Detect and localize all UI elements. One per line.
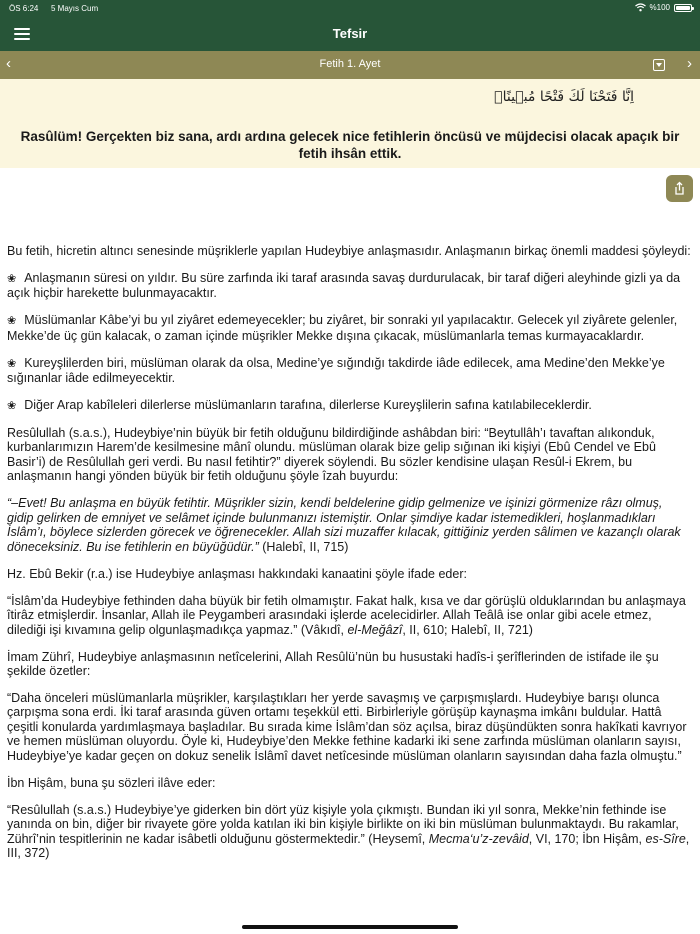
chevron-left-icon[interactable]: ‹ (6, 55, 11, 72)
flower-bullet-icon: ❀ (7, 399, 17, 413)
tafsir-content (7, 244, 691, 873)
paragraph-hisam-quote: “Resûlullah (s.a.s.) Hudeybiye’ye giderken bin dört yüz kişiyle yola çıkmıştı. Bundan iki yıl sonra, Mekke’nin fethinde ise yanında on bin, diğer bir rivayete göre yolda katılan iki bin kişiyle birlikte on iki bin müslüman bulunmaktaydı. Bu rakamlar, Zührî’nin tespitlerinin ne kadar isâbetli olduğunu göstermektedir.” (Heysemî, Mecma‘u’z-zevâid, VI, 170; İbn Hişâm, es-Sîre, III, 372) (7, 802, 690, 861)
battery-fill (676, 6, 690, 10)
status-bar (0, 0, 700, 16)
status-time: ÖS 6:24 (9, 4, 39, 13)
share-button[interactable] (666, 175, 693, 202)
paragraph-hisam: İbn Hişâm, buna şu sözleri ilâve eder: (7, 775, 216, 790)
paragraph-resul: Resûlullah (s.a.s.), Hudeybiye’nin büyük bir fetih olduğunu bildirdiğinde ashâbdan biri: “Beytullâh’ı tavaftan alıkonduk, kurbanlarımızın Harem’de kesilmesine mânî olundu. müslüman olarak bize gelip sığınan iki kişiyi (Ebû Cendel ve Ebû Basir’i) de Resûlullah geri verdi. Bu nasıl fetihtir?” diyerek söylendi. Bu sözler kendisine ulaşan Resûl-i Ekrem, bu anlaşmanın hangi yönden büyük bir fetih olduğunu şöyle îzah buyurdu: (7, 425, 656, 484)
app-bar (0, 16, 700, 51)
verse-nav-bar (0, 51, 700, 79)
bullet-item (7, 313, 691, 343)
home-indicator[interactable] (242, 925, 458, 929)
paragraph-ebubekir: Hz. Ebû Bekir (r.a.) ise Hudeybiye anlaşması hakkındaki kanaatini şöyle ifade eder: (7, 566, 467, 581)
paragraph-hadith-quote (7, 496, 691, 554)
arabic-verse: اِنَّا فَتَحْنَا لَكَ فَتْحًا مُبٖينًاۙ (494, 89, 634, 105)
bullet-item (7, 356, 691, 386)
hadith-quote-text: “–Evet! Bu anlaşma en büyük fetihtir. Müşrikler sizin, kendi beldelerine gidip gelmenize ve işinizi görmenize râzı olmuş, gidip gelirken de emniyet ve selâmet içinde bulunmanızı istemiştir. Onlar şimdiye kadar istemedikleri, hoşlanmadıkları İslâm’ı, böylece sizlerden görecek ve öğrenecekler. Allah sizi muzaffer kılacak, gittiğiniz yerden sâlimen ve kazançlı olarak döneceksiniz. Bu ise fetihlerin en büyüğüdür.” (7, 496, 681, 554)
bullet-text: Müslümanlar Kâbe’yi bu yıl ziyâret edemeyecekler; bu ziyâret, bir sonraki yıl yapılacaktır. Gelecek yıl ziyârete gelenler, Mekke’de üç gün kalacak, o zaman içinde müşrikler Mekke dışına çıkacak, müslümanlarla temas kurmayacaklardır. (7, 313, 678, 343)
bullet-text: Diğer Arap kabîleleri dilerlerse müslümanların tarafına, dilerlerse Kureyşlilerin safına katılabileceklerdir. (24, 398, 592, 413)
flower-bullet-icon: ❀ (7, 314, 17, 328)
download-icon[interactable] (653, 59, 665, 71)
chevron-right-icon[interactable]: › (687, 55, 692, 72)
verse-title: Fetih 1. Ayet (319, 58, 381, 70)
paragraph-zuhri: İmam Zührî, Hudeybiye anlaşmasının netîcelerini, Allah Resûlü’nün bu husustaki hadîs-i şerîflerinden de istifade ile şu şekilde özetler: (7, 649, 659, 679)
app-title: Tefsir (332, 26, 368, 41)
battery-percent: %100 (649, 3, 670, 12)
bullet-item (7, 271, 691, 301)
status-right (635, 3, 692, 12)
paragraph-intro: Bu fetih, hicretin altıncı senesinde müşriklerle yapılan Hudeybiye anlaşmasıdır. Anlaşmanın birkaç önemli maddesi şöyleydi: (7, 244, 691, 258)
verse-translation: Rasûlüm! Gerçekten biz sana, ardı ardına gelecek nice fetihlerin öncüsü ve müjdecisi olacak apaçık bir fetih ihsân ettik. (20, 129, 680, 161)
battery-icon (674, 4, 692, 12)
flower-bullet-icon: ❀ (7, 271, 17, 285)
paragraph-ebubekir-quote: “İslâm’da Hudeybiye fethinden daha büyük bir fetih olmamıştır. Fakat halk, kısa ve dar görüşlü olduklarından bu anlaşmaya îtirâz etmişlerdir. İnsanlar, Allah ile Peygamberi arasındaki işlerde acelecidirler. Allah Teâlâ ise onlar gibi acele etmez, dilediği işi kıvamına gelip olgunlaşmadıkça yapmaz.” (Vâkıdî, el-Meğâzî, II, 610; Halebî, II, 721) (7, 593, 686, 637)
bullet-item (7, 398, 691, 414)
status-date: 5 Mayıs Cum (51, 4, 99, 13)
bullet-text: Anlaşmanın süresi on yıldır. Bu süre zarfında iki taraf arasında savaş durdurulacak, bir taraf diğeri aleyhinde gizli ya da açık hiçbir harekette bulunmayacaktır. (7, 270, 681, 301)
share-icon (666, 175, 693, 202)
wifi-icon (635, 3, 646, 12)
verse-panel (0, 79, 700, 168)
paragraph-zuhri-quote: “Daha önceleri müslümanlarla müşrikler, karşılaştıkları her yerde savaşmış ve çarpışmışlardı. Hudeybiye barışı olunca çarpışma sona erdi. İki taraf arasında güven ortamı teşekkül etti. Birbirleriyle görüşüp kaynaşma imkânı buldular. Hattâ çeşitli konularda yardımlaşmaya başladılar. Bu sırada kime İslâm’dan söz açılsa, biraz düşündükten sonra hakîkati kavrıyor ve hemen müslüman oluyordu. Öyle ki, Hudeybiye’den Mekke fethine kadarki iki sene zarfında müslüman olanların sayısı, Hudeybiye’ye kadar geçen on dokuz senelik İslâmî davet netîcesinde müslüman olanların sayısından daha fazla olmuştu.” (7, 690, 687, 763)
hadith-quote-source: (Halebî, II, 715) (258, 539, 349, 554)
flower-bullet-icon: ❀ (7, 356, 17, 370)
bullet-text: Kureyşlilerden biri, müslüman olarak da olsa, Medine’ye sığındığı takdirde iâde edilecek, ama Medine’den Mekke’ye sığınanlar iâde edilmeyecektir. (7, 355, 665, 386)
